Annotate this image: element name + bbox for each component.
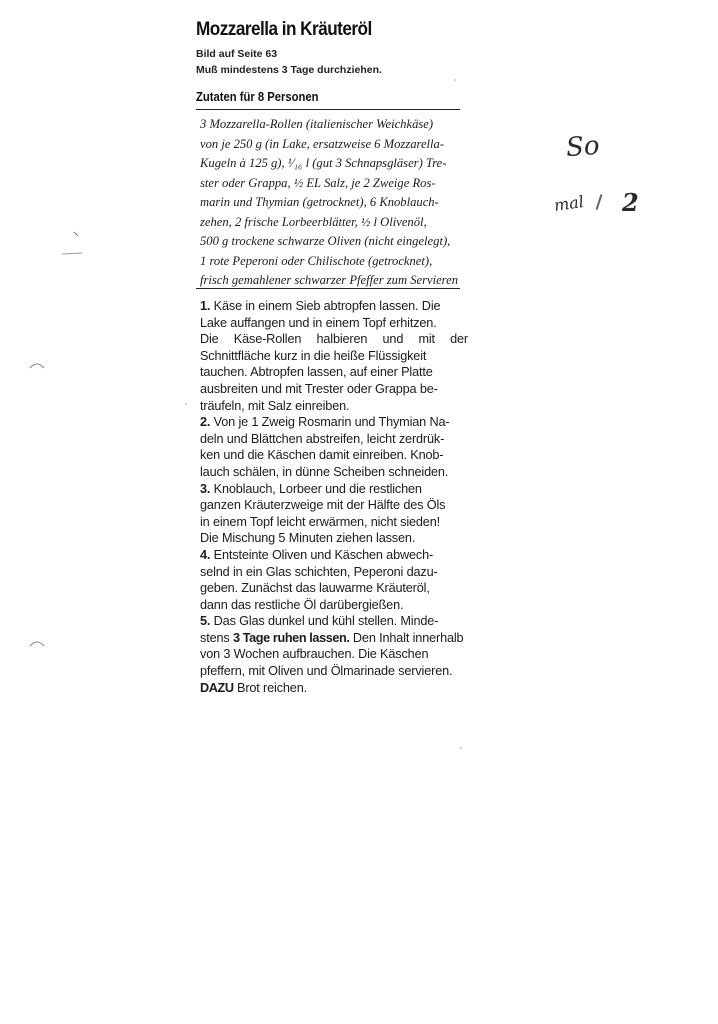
step-2-line: lauch schälen, in dünne Scheiben schneiden. bbox=[200, 464, 449, 479]
step-2-number: 2. bbox=[200, 415, 211, 430]
step-1-line: Die Käse-Rollen halbieren und mit der bbox=[200, 332, 468, 347]
step-3-line: Die Mischung 5 Minuten ziehen lassen. bbox=[200, 531, 416, 546]
handwritten-number-two: 2 bbox=[622, 188, 639, 217]
step-1-line: Schnittfläche kurz in die heiße Flüssigkeit bbox=[200, 348, 427, 363]
ingredients-top-rule bbox=[196, 109, 460, 110]
step-5-line: stens 3 Tage ruhen lassen. Den Inhalt innerhalb bbox=[200, 630, 464, 645]
ingredient-line: von je 250 g (in Lake, ersatzweise 6 Mozzarella- bbox=[200, 136, 445, 151]
ingredient-line: ster oder Grappa, ½ EL Salz, je 2 Zweige Ros- bbox=[200, 175, 436, 190]
rest-duration-emphasis: 3 Tage ruhen lassen. bbox=[232, 630, 350, 645]
step-2-line: deln und Blättchen abstreifen, leicht zerdrük- bbox=[200, 431, 445, 446]
step-2-line: 2. Von je 1 Zweig Rosmarin und Thymian Na- bbox=[200, 415, 450, 430]
step-5-line: 5. Das Glas dunkel und kühl stellen. Minde- bbox=[200, 614, 439, 629]
step-3-line: ganzen Kräuterzweige mit der Hälfte des Öls bbox=[200, 498, 446, 513]
serving-note: DAZU Brot reichen. bbox=[200, 680, 307, 695]
scan-mark bbox=[30, 642, 44, 646]
step-1-line: ausbreiten und mit Trester oder Grappa be- bbox=[200, 381, 438, 396]
ingredients-list bbox=[200, 115, 470, 291]
step-4-line: selnd in ein Glas schichten, Peperoni dazu- bbox=[200, 564, 438, 579]
ingredient-line: frisch gemahlener schwarzer Pfeffer zum Servieren bbox=[200, 273, 459, 287]
step-3-line: in einem Topf leicht erwärmen, nicht sieden! bbox=[200, 514, 440, 529]
step-4-line: geben. Zunächst das lauwarme Kräuteröl, bbox=[200, 581, 430, 596]
ingredient-line: 3 Mozzarella-Rollen (italienischer Weichkäse) bbox=[200, 117, 434, 131]
picture-reference: Bild auf Seite 63 bbox=[196, 48, 278, 60]
recipe-title: Mozzarella in Kräuteröl bbox=[196, 18, 372, 40]
handwritten-number-so: So bbox=[564, 130, 601, 164]
preparation-steps bbox=[200, 298, 468, 696]
step-4-line: dann das restliche Öl darübergießen. bbox=[200, 597, 404, 612]
step-1-line: Lake auffangen und in einem Topf erhitzen. bbox=[200, 315, 437, 330]
step-1-number: 1. bbox=[200, 299, 211, 313]
scan-mark bbox=[30, 364, 44, 368]
step-3-number: 3. bbox=[200, 481, 211, 496]
ingredient-line: 500 g trockene schwarze Oliven (nicht eingelegt), bbox=[200, 234, 451, 248]
scan-dot bbox=[460, 747, 462, 749]
step-2-line: ken und die Käschen damit einreiben. Knob- bbox=[200, 448, 444, 463]
marinate-note: Muß mindestens 3 Tage durchziehen. bbox=[196, 64, 382, 76]
ingredient-line: zehen, 2 frische Lorbeerblätter, ½ l Olivenöl, bbox=[200, 214, 427, 229]
ingredient-line: marin und Thymian (getrocknet), 6 Knoblauch- bbox=[200, 195, 439, 209]
step-5-line: pfeffern, mit Oliven und Ölmarinade servieren. bbox=[200, 664, 453, 679]
scan-mark bbox=[62, 253, 82, 254]
handwritten-word-mal: mal bbox=[552, 192, 586, 215]
step-1-line: tauchen. Abtropfen lassen, auf einer Platte bbox=[200, 365, 433, 380]
ingredients-heading: Zutaten für 8 Personen bbox=[196, 90, 319, 104]
step-1-line: 1. Käse in einem Sieb abtropfen lassen. Die bbox=[200, 299, 441, 313]
step-5-line: von 3 Wochen aufbrauchen. Die Käschen bbox=[200, 647, 429, 662]
step-5-number: 5. bbox=[200, 614, 211, 629]
step-1-line: träufeln, mit Salz einreiben. bbox=[200, 398, 350, 413]
step-4-number: 4. bbox=[200, 547, 211, 562]
ingredient-line: 1 rote Peperoni oder Chilischote (getrocknet), bbox=[200, 253, 433, 268]
handwritten-slash-mark bbox=[596, 194, 602, 210]
scan-dot bbox=[454, 79, 456, 81]
scan-dot bbox=[185, 403, 187, 405]
dazu-label: DAZU bbox=[200, 680, 234, 695]
ingredient-line: Kugeln à 125 g), ¹⁄₁₆ l (gut 3 Schnapsgläser) Tre- bbox=[200, 156, 447, 170]
scan-mark bbox=[74, 232, 78, 236]
ingredients-bottom-rule bbox=[196, 288, 460, 289]
step-3-line: 3. Knoblauch, Lorbeer und die restlichen bbox=[200, 481, 422, 496]
step-4-line: 4. Entsteinte Oliven und Käschen abwech- bbox=[200, 547, 434, 562]
